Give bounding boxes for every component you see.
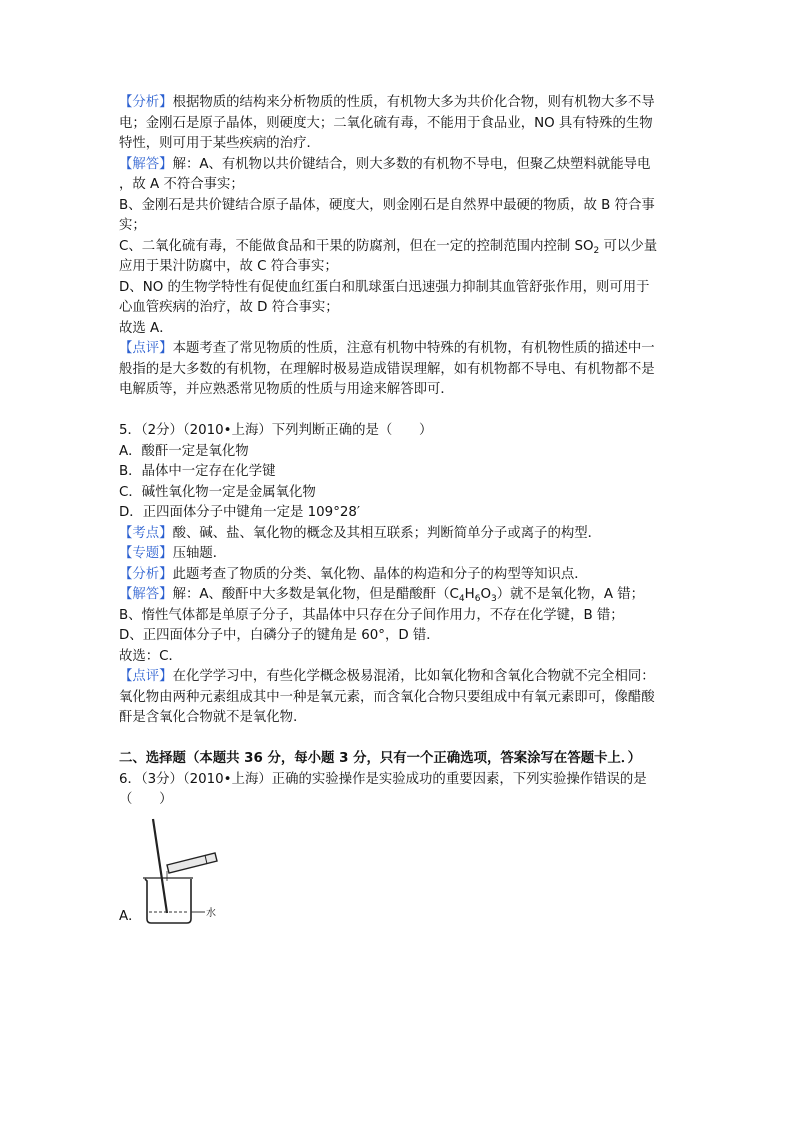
comment-tag: 【点评】 — [119, 341, 173, 356]
q5-option-c: C．碱性氧化物一定是金属氧化物 — [119, 484, 316, 500]
q4-answer-line: 【解答】解：A、有机物以共价键结合，则大多数的有机物不导电，但聚乙炔塑料就能导电 — [119, 156, 651, 172]
section-heading: 二、选择题（本题共 36 分，每小题 3 分，只有一个正确选项，答案涂写在答题卡上．） — [119, 751, 641, 766]
q4-analysis-line: 特性，则可用于某些疾病的治疗． — [119, 136, 320, 151]
q4-answer-line: D、NO 的生物学特性有促使血红蛋白和肌球蛋白迅速强力抑制其血管舒张作用，则可用于 — [119, 279, 650, 295]
q5-answer-line: 【解答】解：A、酸酐中大多数是氧化物，但是醋酸酐$(C_4H_6O_3)$就不是氧化物，A 错； — [119, 587, 645, 604]
kaodian-tag: 【考点】 — [119, 525, 173, 541]
glass-rod — [153, 819, 167, 913]
q4-comment-line: 电解质等，并应熟悉常见物质的性质与用途来解答即可． — [119, 382, 454, 397]
q6-stem-blank: （ ） — [119, 792, 173, 807]
answer-tag: 【解答】 — [119, 587, 173, 602]
q6-option-a-figure — [119, 815, 219, 927]
q5-analysis: 【分析】此题考查了物质的分类、氧化物、晶体的构造和分子的构型等知识点． — [119, 566, 588, 582]
q5-zhuanti: 【专题】压轴题． — [119, 546, 227, 561]
analysis-tag: 【分析】 — [119, 566, 173, 582]
q5-comment-line: 【点评】在化学学习中，有些化学概念极易混淆，比如氧化物和含氧化合物就不完全相同： — [119, 669, 655, 684]
q4-answer-line: C、二氧化硫有毒，不能做食品和干果的防腐剂，但在一定的控制范围内控制 $SO_2$ 可以少量 — [119, 238, 658, 256]
q4-analysis-line: 【分析】根据物质的结构来分析物质的性质，有机物大多为共价化合物，则有机物大多不导 — [119, 95, 655, 110]
comment-tag: 【点评】 — [119, 669, 173, 684]
q6-stem: 6．（3分）（2010•上海）正确的实验操作是实验成功的重要因素，下列实验操作错误的是 — [119, 771, 647, 787]
analysis-tag: 【分析】 — [119, 95, 173, 110]
beaker-pouring-illustration — [139, 815, 219, 927]
q5-option-d: D．正四面体分子中键角一定是 109°28′ — [119, 505, 360, 520]
zhuanti-tag: 【专题】 — [119, 546, 173, 561]
beaker — [145, 879, 191, 923]
q4-analysis-line: 电；金刚石是原子晶体，则硬度大；二氧化硫有毒，不能用于食品业，NO 具有特殊的生物 — [119, 115, 653, 131]
q4-answer-line: ，故 A 不符合事实； — [119, 177, 244, 192]
document-page — [119, 93, 679, 927]
tilted-cylinder — [167, 853, 217, 873]
q4-answer-line: 实； — [119, 218, 146, 233]
q5-option-a: A．酸酐一定是氧化物 — [119, 443, 249, 459]
q5-stem: 5．（2分）（2010•上海）下列判断正确的是（ ） — [119, 423, 433, 438]
q5-comment-line: 酐是含氧化合物就不是氧化物． — [119, 710, 307, 725]
q4-answer-line: 故选 A． — [119, 320, 173, 336]
q4-answer-line: B、金刚石是共价键结合原子晶体，硬度大，则金刚石是自然界中最硬的物质，故 B 符合事 — [119, 197, 655, 213]
option-a-label: A． — [119, 908, 142, 924]
answer-tag: 【解答】 — [119, 156, 173, 172]
q4-comment-line: 般指的是大多数的有机物，在理解时极易造成错误理解，如有机物都不导电、有机物都不是 — [119, 361, 655, 377]
q5-answer-line: D、正四面体分子中，白磷分子的键角是 60°，D 错． — [119, 628, 440, 643]
q4-comment-line: 【点评】本题考查了常见物质的性质，注意有机物中特殊的有机物，有机物性质的描述中一 — [119, 341, 655, 356]
q5-option-b: B．晶体中一定存在化学键 — [119, 464, 276, 479]
q5-comment-line: 氧化物由两种元素组成其中一种是氧元素，而含氧化合物只要组成中有氧元素即可，像醋酸 — [119, 689, 655, 705]
q5-kaodian: 【考点】酸、碱、盐、氧化物的概念及其相互联系；判断简单分子或离子的构型． — [119, 525, 602, 541]
q5-answer-line: B、惰性气体都是单原子分子，其晶体中只存在分子间作用力，不存在化学键，B 错； — [119, 607, 624, 623]
q4-answer-line: 心血管疾病的治疗，故 D 符合事实； — [119, 300, 339, 315]
q5-answer-line: 故选：C． — [119, 648, 182, 664]
q4-answer-line: 应用于果汁防腐中，故 C 符合事实； — [119, 259, 338, 274]
water-label: 水 — [206, 907, 216, 919]
